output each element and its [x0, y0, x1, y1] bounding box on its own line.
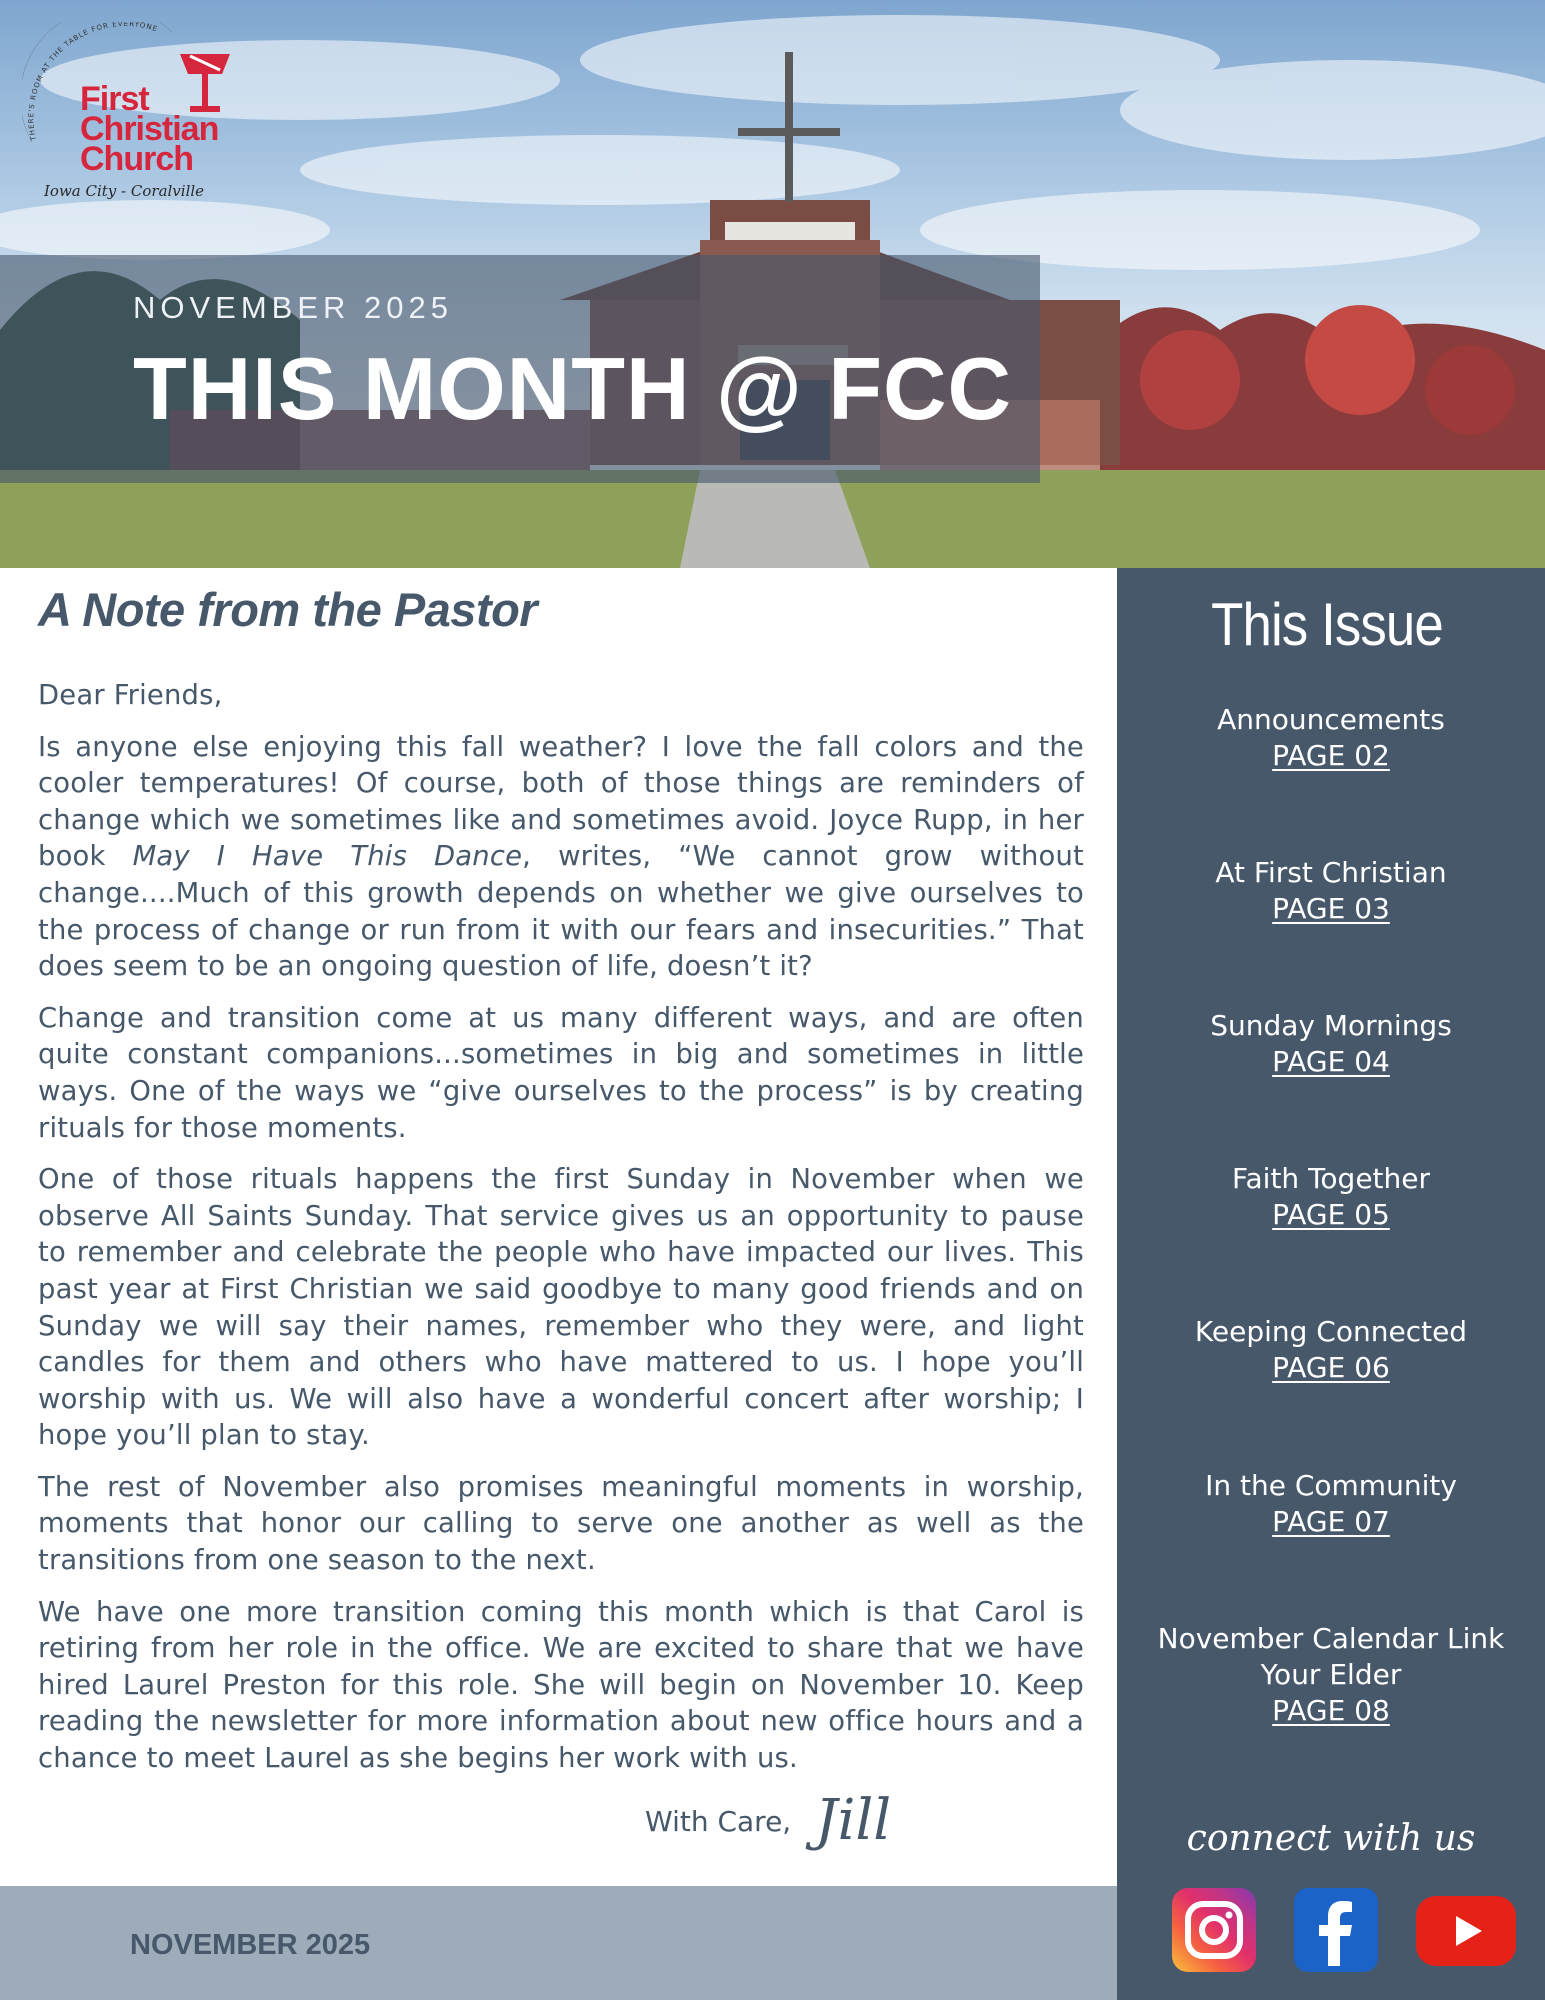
toc-item-faith-together[interactable]	[1117, 1161, 1545, 1233]
toc-label: Faith Together	[1231, 1162, 1431, 1195]
toc-label-2: Your Elder	[1260, 1658, 1402, 1691]
signoff: With Care,	[645, 1805, 792, 1838]
article-body	[38, 678, 1084, 1793]
logo-line-2: Christian	[80, 110, 219, 148]
toc-item-calendar-elder[interactable]	[1117, 1621, 1545, 1729]
toc-page-link[interactable]: PAGE 08	[1272, 1694, 1390, 1727]
church-logo	[22, 22, 242, 212]
banner-month: NOVEMBER 2025	[133, 290, 453, 325]
toc-label: Announcements	[1217, 703, 1445, 736]
footer-date: NOVEMBER 2025	[130, 1929, 371, 1961]
sidebar-title: This Issue	[1211, 591, 1443, 658]
sidebar	[1117, 568, 1545, 2000]
paragraph-5: We have one more transition coming this month which is that Carol is retiring from her role in the office. We are excited to share that we have hired Laurel Preston for this role. She will begin on November 10. Keep reading the newsletter for more information about new office hours and a chance to meet Laurel as she begins her work with us.	[38, 1596, 1084, 1775]
toc-label: In the Community	[1205, 1469, 1457, 1502]
newsletter-title: THIS MONTH @ FCC	[133, 339, 1013, 438]
paragraph-2: Change and transition come at us many different ways, and are often quite constant companions...sometimes in big and sometimes in little ways. One of the ways we “give ourselves to the process” is by creating rituals for those moments.	[38, 1002, 1084, 1144]
logo-line-1: First	[80, 80, 149, 118]
salutation: Dear Friends,	[38, 680, 223, 711]
toc-label: At First Christian	[1215, 856, 1447, 889]
toc-item-keeping-connected[interactable]	[1117, 1314, 1545, 1386]
paragraph-3: One of those rituals happens the first Sunday in November when we observe All Saints Sunday. That service gives us an opportunity to pause to remember and celebrate the people who have impacted our lives. This past year at First Christian we said goodbye to many good friends and on Sunday we will say their names, remember who they were, and light candles for them and others who have mattered to us. I hope you’ll worship with us. We will also have a wonderful concert after worship; I hope you’ll plan to stay.	[38, 1164, 1084, 1452]
toc-item-at-first-christian[interactable]	[1117, 855, 1545, 927]
instagram-icon[interactable]	[1172, 1888, 1256, 1972]
toc-page-link[interactable]: PAGE 06	[1272, 1351, 1390, 1384]
toc-page-link[interactable]: PAGE 07	[1272, 1505, 1390, 1538]
connect-label: connect with us	[1186, 1818, 1476, 1859]
logo-location: Iowa City - Coralville	[44, 182, 205, 200]
logo-ring-text: THERE'S ROOM AT THE TABLE FOR EVERYONE	[27, 22, 159, 142]
toc-page-link[interactable]: PAGE 03	[1272, 892, 1390, 925]
toc-label: Sunday Mornings	[1210, 1009, 1452, 1042]
toc-item-in-the-community[interactable]	[1117, 1468, 1545, 1540]
paragraph-1: Is anyone else enjoying this fall weather? I love the fall colors and the cooler temperatures! Of course, both of those things are reminders of change which we sometimes like and sometimes avoid. Joyce Rupp, in her book May I Have This Dance, writes, “We cannot grow without change....Much of this growth depends on whether we give ourselves to the process of change or run from it with our fears and insecurities.” That does seem to be an ongoing question of life, doesn’t it?	[38, 731, 1084, 983]
logo-line-3: Church	[80, 140, 193, 178]
facebook-icon[interactable]	[1294, 1888, 1378, 1972]
toc-page-link[interactable]: PAGE 04	[1272, 1045, 1390, 1078]
article-heading: A Note from the Pastor	[38, 583, 538, 636]
toc-page-link[interactable]: PAGE 02	[1272, 739, 1390, 772]
book-title: May I Have This Dance	[132, 841, 523, 873]
toc-label: November Calendar Link	[1157, 1622, 1505, 1655]
youtube-icon[interactable]	[1416, 1896, 1516, 1966]
signature: Jill	[815, 1788, 892, 1853]
toc-item-sunday-mornings[interactable]	[1117, 1008, 1545, 1080]
toc-label: Keeping Connected	[1194, 1315, 1468, 1348]
toc-page-link[interactable]: PAGE 05	[1272, 1198, 1390, 1231]
pastor-note	[38, 582, 1084, 637]
logo-wordmark	[80, 80, 219, 178]
toc-item-announcements[interactable]	[1117, 702, 1545, 774]
paragraph-4: The rest of November also promises meaningful moments in worship, moments that honor our calling to serve one another as well as the transitions from one season to the next.	[38, 1471, 1084, 1577]
